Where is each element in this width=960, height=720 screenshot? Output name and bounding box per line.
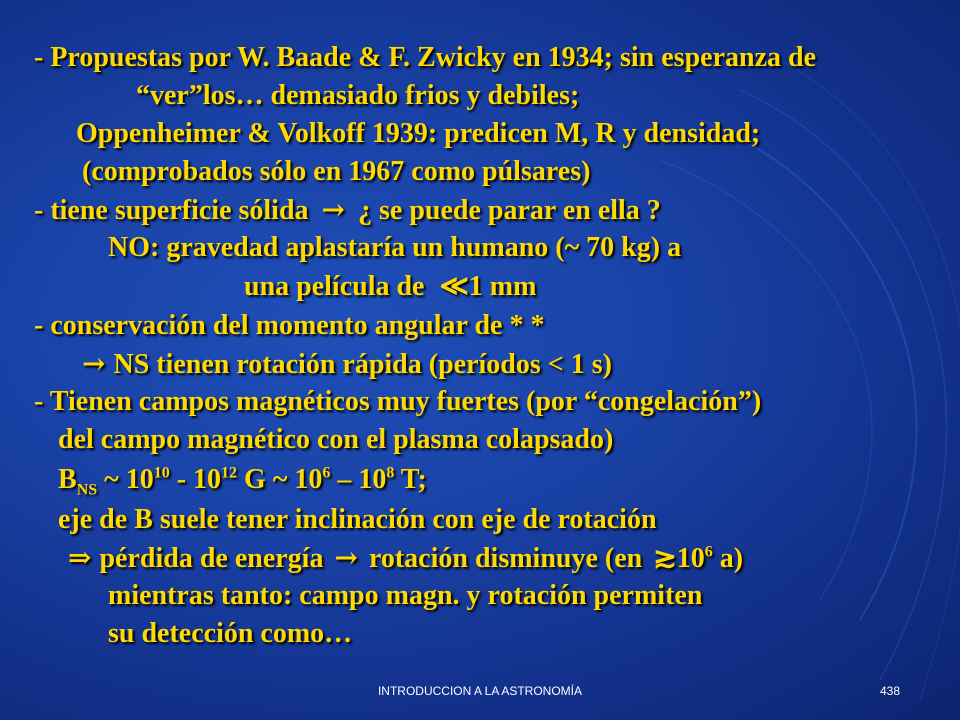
line-12-part-3: G ~ 10 <box>237 464 323 495</box>
gtrsim-icon: ≳ <box>653 541 677 574</box>
text-line-10 <box>34 386 761 418</box>
line-12-part-4: – 10 <box>330 464 387 495</box>
much-less-icon: ≪ <box>439 269 469 302</box>
line-1-text: - Propuestas por W. Baade & F. Zwicky en 1934; sin esperanza de <box>34 42 816 73</box>
implies-icon: ⇒ <box>68 541 92 574</box>
right-arrow-icon: → <box>82 347 106 380</box>
line-8-text: - conservación del momento angular de * * <box>34 310 545 341</box>
text-line-3 <box>76 118 760 150</box>
line-15-text: mientras tanto: campo magn. y rotación permiten <box>108 580 703 611</box>
line-10-text: - Tienen campos magnéticos muy fuertes (por “congelación”) <box>34 386 762 417</box>
text-line-2 <box>136 80 579 112</box>
line-14-part-1: pérdida de energía <box>99 543 324 574</box>
page-number: 438 <box>879 684 900 698</box>
line-16-text: su detección como… <box>108 618 353 649</box>
text-line-5 <box>34 194 661 227</box>
text-line-6 <box>108 232 681 264</box>
line-7-text-b: 1 mm <box>468 271 537 302</box>
exponent-1: 10 <box>153 464 170 482</box>
text-line-8 <box>34 310 544 342</box>
exponent-2: 12 <box>221 464 238 482</box>
exponent-3: 6 <box>322 464 331 482</box>
exponent-5: 6 <box>704 543 713 561</box>
text-line-4 <box>82 156 590 188</box>
line-2-text: “ver”los… demasiado frios y debiles; <box>136 80 580 111</box>
line-4-text: (comprobados sólo en 1967 como púlsares) <box>82 156 591 187</box>
text-line-1 <box>34 42 816 74</box>
line-12-part-1: ~ 10 <box>97 464 154 495</box>
line-14-part-3: 10 <box>676 543 705 574</box>
text-line-9 <box>82 348 612 381</box>
line-7-text-a: una película de <box>244 271 425 302</box>
right-arrow-icon: → <box>334 541 358 574</box>
line-11-text: del campo magnético con el plasma colapsado) <box>58 424 614 455</box>
text-line-16 <box>108 618 352 650</box>
line-12-part-5: T; <box>394 464 427 495</box>
line-14-part-2: rotación disminuye (en <box>368 543 643 574</box>
line-5-text-a: - tiene superficie sólida <box>34 195 309 226</box>
ns-subscript: NS <box>76 481 98 499</box>
line-13-text: eje de B suele tener inclinación con eje de rotación <box>58 504 657 535</box>
exponent-4: 8 <box>386 464 395 482</box>
text-line-15 <box>108 580 702 612</box>
line-9-text: NS tienen rotación rápida (períodos < 1 s) <box>113 349 612 380</box>
text-line-7 <box>244 270 536 303</box>
text-line-12 <box>58 464 427 499</box>
text-line-11 <box>58 424 613 456</box>
line-6-text: NO: gravedad aplastaría un humano (~ 70 kg) a <box>108 232 682 263</box>
line-12-part-2: - 10 <box>169 464 222 495</box>
text-line-14 <box>68 542 743 575</box>
b-symbol: B <box>58 464 77 495</box>
line-5-text-b: ¿ se puede parar en ella ? <box>358 195 661 226</box>
text-line-13 <box>58 504 657 536</box>
footer-title: INTRODUCCION A LA ASTRONOMÍA <box>377 684 583 698</box>
right-arrow-icon: → <box>321 193 345 226</box>
line-3-text: Oppenheimer & Volkoff 1939: predicen M, R y densidad; <box>76 118 761 149</box>
line-14-part-4: a) <box>712 543 744 574</box>
